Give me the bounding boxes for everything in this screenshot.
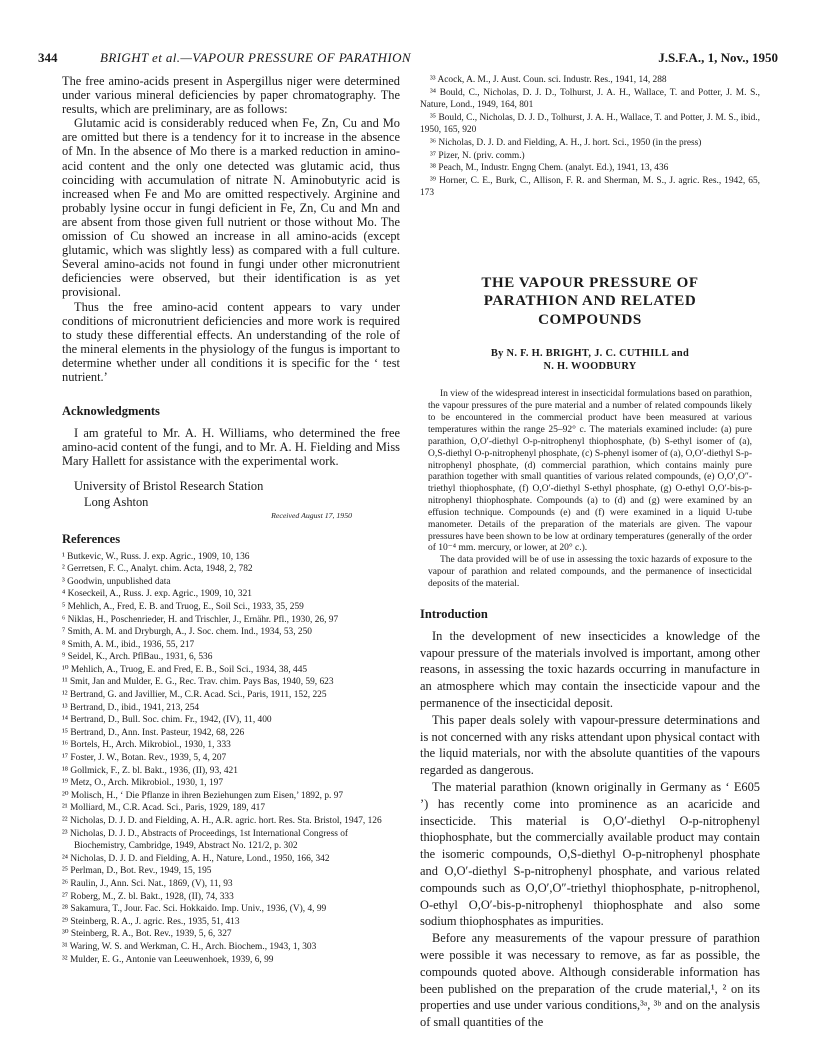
byline: [420, 347, 760, 373]
references-heading: References: [62, 531, 121, 546]
reference: ³⁰ Steinberg, R. A., Bot. Rev., 1939, 5, 6, 327: [62, 929, 232, 940]
reference: ⁸ Smith, A. M., ibid., 1936, 55, 217: [62, 639, 195, 650]
article-title: [420, 274, 760, 330]
paragraph: Glutamic acid is considerably reduced when Fe, Zn, Cu and Mo are omitted but there is a tendency for it to increase in the absence of Mn. In the absence of Mo there is a marked reduction in amino-acid content and the only one detected was glutamic acid, thus coinciding with accumulation of nitrate N. Aminobutyric acid is increased when Fe and Mo are omitted respectively. Arginine and probably lysine occur in fungi deficient in Fe, Zn, Cu and Mn and are absent from those given full nutrient or those without Mo. The omission of Cu showed an increase in all amino-acids (except glutamic, which was slightly less) as compared with a full culture. Several amino-acids not found in fungi under other micronutrient deficiencies were observed, but their identification is as yet provisional.: [62, 116, 400, 300]
reference: ²⁰ Molisch, H., ‘ Die Pflanze in ihren Beziehungen zum Eisen,’ 1892, p. 97: [62, 790, 344, 801]
right-column: [420, 74, 760, 1031]
reference: ³⁷ Pizer, N. (priv. comm.): [430, 150, 525, 161]
paragraph: Thus the free amino-acid content appears to vary under conditions of micronutrient deficiencies and more work is required to study these differential effects. An understanding of the role of the mineral elements in the physiology of the fungus is important to determine whether under all conditions it is specific for the ‘ test nutrient.’: [62, 299, 400, 384]
reference: ⁴ Koseckeil, A., Russ. J. exp. Agric., 1909, 10, 321: [62, 589, 252, 600]
reference: ³¹ Waring, W. S. and Werkman, C. H., Arch. Biochem., 1943, 1, 303: [62, 941, 317, 952]
title-line: PARATHION AND RELATED: [483, 293, 697, 310]
journal-citation: J.S.F.A., 1, Nov., 1950: [658, 50, 778, 65]
reference: ³⁶ Nicholas, D. J. D. and Fielding, A. H., J. hort. Sci., 1950 (in the press): [430, 137, 702, 148]
reference: ³² Mulder, E. G., Antonie van Leeuwenhoek, 1939, 6, 99: [62, 954, 274, 965]
affiliation-line: Long Ashton: [84, 494, 149, 509]
received-date: Received August 17, 1950: [271, 510, 352, 520]
reference: ¹⁷ Foster, J. W., Botan. Rev., 1939, 5, 4, 207: [62, 753, 227, 764]
affiliation-line: University of Bristol Research Station: [74, 479, 264, 494]
reference-list: [62, 551, 400, 967]
reference: ⁵ Mehlich, A., Fred, E. B. and Truog, E., Soil Sci., 1933, 35, 259: [62, 601, 304, 612]
running-title: BRIGHT et al.—VAPOUR PRESSURE OF PARATHION: [100, 50, 411, 65]
reference: ¹⁶ Bortels, H., Arch. Mikrobiol., 1930, 1, 333: [62, 740, 231, 751]
reference: ⁹ Seidel, K., Arch. PflBau., 1931, 6, 536: [62, 652, 213, 663]
abstract-paragraph: In view of the widespread interest in insecticidal formulations based on parathion, the vapour pressures of the pure material and a number of related compounds likely to be encountered in the commercial product have been measured at various temperatures within the range 25–92° c. The materials examined include: (a) pure parathion, O,O′-diethyl O-p-nitrophenyl thiophosphate, (b) S-ethyl isomer of (a), O,S-diethyl O-p-nitrophenyl phosphate, (c) S-phenyl isomer of (a), O,O′-diethyl S-p-nitrophenyl phosphate, (d) commercial parathion, which contains mainly pure parathion together with small quantities of various related compounds, (e) O,O′,O″-triethyl thiophosphate, (f) O,O′-diethyl S-ethyl phosphate, (g) O-ethyl O,O′-bis-p-nitrophenyl thiophosphate. Compounds (a) to (d) and (g) were examined by an effusion technique. Compounds (e) and (f) were examined in a liquid U-tube manometer. Details of the preparation of the materials are given. The vapour pressures have been shown to be low at ordinary temperatures (generally of the order of 10⁻⁴ mm. mercury, or lower, at 20° c.).: [428, 389, 752, 554]
abstract-paragraph: The data provided will be of use in assessing the toxic hazards of exposure to the vapour of parathion and related compounds, and the permanence of insecticidal deposits of the material.: [428, 555, 752, 589]
paragraph: In the development of new insecticides a knowledge of the vapour pressure of the materials involved is important, among other reasons, in assessing the toxic hazards occurring in manufacture in an atmosphere which may contain the insecticide vapour and the permanence of the insecticidal deposit.: [420, 628, 760, 710]
reference: ³⁴ Bould, C., Nicholas, D. J. D., Tolhurst, J. A. H., Wallace, T. and Potter, J. M. S., Nature, Lond., 1949, 164, 801: [420, 87, 760, 111]
paragraph: Before any measurements of the vapour pressure of parathion were possible it was necessary to remove, as far as possible, the compounds quoted above. Although considerable information has been published on the preparation of the crude material,¹, ² on its properties and use under various conditions,³ᵃ, ³ᵇ and on the analysis of small quantities of the: [420, 931, 760, 1030]
introduction-text: [420, 628, 760, 1031]
reference: ¹⁵ Bertrand, D., Ann. Inst. Pasteur, 1942, 68, 226: [62, 727, 245, 738]
reference: ² Gerretsen, F. C., Analyt. chim. Acta, 1948, 2, 782: [62, 564, 253, 575]
introduction-heading: Introduction: [420, 606, 488, 621]
reference: ²⁷ Roberg, M., Z. bl. Bakt., 1928, (II), 74, 333: [62, 891, 234, 902]
reference: ¹ Butkevic, W., Russ. J. exp. Agric., 1909, 10, 136: [62, 551, 250, 562]
reference: ²⁴ Nicholas, D. J. D. and Fielding, A. H., Nature, Lond., 1950, 166, 342: [62, 853, 330, 864]
reference: ³⁵ Bould, C., Nicholas, D. J. D., Tolhurst, J. A. H., Wallace, T. and Potter, J. M. S., ibid., 1950, 165, 920: [420, 112, 760, 136]
reference: ²⁹ Steinberg, R. A., J. agric. Res., 1935, 51, 413: [62, 916, 240, 927]
results-text: [62, 74, 400, 384]
reference: ²⁶ Raulin, J., Ann. Sci. Nat., 1869, (V), 11, 93: [62, 878, 233, 889]
paragraph: The free amino-acids present in Aspergillus niger were determined under various mineral deficiencies by paper chromatography. The results, which are preliminary, are as follows:: [62, 74, 400, 117]
title-line: COMPOUNDS: [538, 311, 642, 328]
continued-reference-list: [420, 74, 760, 200]
reference: ³ Goodwin, unpublished data: [62, 576, 171, 587]
paragraph: The material parathion (known originally in Germany as ‘ E605 ’) has recently come into prominence as an acaricide and insecticide. This material is O,O′-diethyl O-p-nitrophenyl thiophosphate, but the commercially available product may contain the isomeric compounds, O,S-diethyl O-p-nitrophenyl phosphate and O,O′-diethyl S-p-nitrophenyl phosphate, and various related compounds such as O,O′,O″-triethyl thiophosphate, p-nitrophenol, O-ethyl O,O′-bis-p-nitrophenyl thiophosphate and also some sodium thiophosphates as impurities.: [420, 779, 760, 929]
reference: ¹⁴ Bertrand, D., Bull. Soc. chim. Fr., 1942, (IV), 11, 400: [62, 715, 272, 726]
reference: ³⁹ Horner, C. E., Burk, C., Allison, F. R. and Sherman, M. S., J. agric. Res., 1942, 65, 173: [420, 175, 760, 199]
reference: ¹⁰ Mehlich, A., Truog, E. and Fred, E. B., Soil Sci., 1934, 38, 445: [62, 664, 308, 675]
reference: ¹⁹ Metz, O., Arch. Mikrobiol., 1930, 1, 197: [62, 778, 224, 789]
abstract: [420, 389, 760, 590]
reference: ¹² Bertrand, G. and Javillier, M., C.R. Acad. Sci., Paris, 1911, 152, 225: [62, 690, 327, 701]
reference: ¹³ Bertrand, D., ibid., 1941, 213, 254: [62, 702, 200, 713]
affiliation: [62, 479, 400, 510]
reference: ⁶ Niklas, H., Poschenrieder, H. and Trischler, J., Ernähr. Pfl., 1930, 26, 97: [62, 614, 339, 625]
acknowledgments-text: [62, 426, 400, 468]
reference: ²² Nicholas, D. J. D. and Fielding, A. H., A.R. agric. hort. Res. Sta. Bristol, 1947, 126: [62, 816, 382, 826]
reference: ⁷ Smith, A. M. and Dryburgh, A., J. Soc. chem. Ind., 1934, 53, 250: [62, 627, 312, 638]
reference: ²³ Nicholas, D. J. D., Abstracts of Proceedings, 1st International Congress of Biochemistry, Cambridge, 1949, Abstract No. 121/2, p. 302: [62, 828, 349, 852]
reference: ¹⁸ Gollmick, F., Z. bl. Bakt., 1936, (II), 93, 421: [62, 765, 238, 776]
page-number: 344: [38, 50, 58, 65]
reference: ¹¹ Smit, Jan and Mulder, E. G., Rec. Trav. chim. Pays Bas, 1940, 59, 623: [62, 677, 334, 688]
reference: ³⁸ Peach, M., Industr. Engng Chem. (analyt. Ed.), 1941, 13, 436: [430, 163, 669, 174]
left-column: [62, 74, 400, 966]
reference: ²¹ Molliard, M., C.R. Acad. Sci., Paris, 1929, 189, 417: [62, 803, 266, 814]
author-line: N. H. WOODBURY: [543, 361, 637, 373]
page-header: [38, 50, 778, 70]
acknowledgments-heading: Acknowledgments: [62, 404, 160, 419]
reference: ²⁸ Sakamura, T., Jour. Fac. Sci. Hokkaido. Imp. Univ., 1936, (V), 4, 99: [62, 904, 327, 915]
paragraph: I am grateful to Mr. A. H. Williams, who determined the free amino-acid content of the fungi, and to Mr. A. H. Fielding and Miss Mary Hallett for assistance with the experimental work.: [62, 426, 400, 469]
reference: ³³ Acock, A. M., J. Aust. Coun. sci. Industr. Res., 1941, 14, 288: [430, 75, 667, 85]
author-line: By N. F. H. BRIGHT, J. C. CUTHILL and: [490, 348, 690, 360]
reference: ²⁵ Perlman, D., Bot. Rev., 1949, 15, 195: [62, 866, 212, 877]
title-line: THE VAPOUR PRESSURE OF: [481, 274, 699, 291]
paragraph: This paper deals solely with vapour-pressure determinations and is not concerned with any risks attendant upon physical contact with the liquid materials, nor with the absolute quantities of the vapours regarded as dangerous.: [420, 712, 760, 778]
